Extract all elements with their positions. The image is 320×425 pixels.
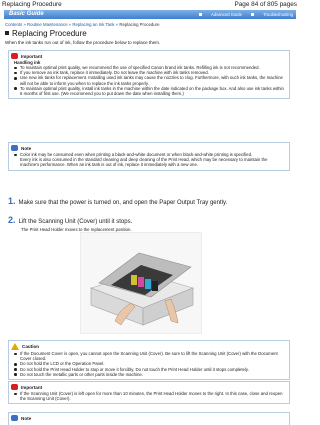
- intro-text: When the ink tanks run out of ink, follow the procedure below to replace them.: [5, 40, 161, 45]
- page-topbar: [0, 0, 300, 9]
- note-label: Note: [9, 143, 289, 152]
- list-item: If you remove an ink tank, replace it immediately. Do not leave the machine with ink tanks removed.: [14, 70, 285, 75]
- important-label: Important: [9, 51, 289, 60]
- caution-box: [8, 340, 290, 380]
- printer-illustration: [80, 232, 202, 334]
- breadcrumb-routine-maintenance[interactable]: Routine Maintenance: [26, 22, 68, 27]
- troubleshooting-link[interactable]: Troubleshooting: [251, 12, 293, 17]
- breadcrumb: Contents » Routine Maintenance » Replacing an Ink Tank » Replacing Procedure: [5, 22, 160, 27]
- handling-ink-heading: Handling ink: [14, 60, 41, 65]
- page-counter: Page 84 of 805 pages: [234, 1, 297, 8]
- note-icon: [11, 145, 18, 151]
- step-1: 1. Make sure that the power is turned on, and open the Paper Output Tray gently.: [8, 196, 228, 206]
- breadcrumb-contents[interactable]: Contents: [5, 22, 23, 27]
- important-box-2: [8, 381, 290, 404]
- note-box: [8, 142, 290, 171]
- important-list: [9, 391, 289, 403]
- important-icon: [11, 384, 18, 390]
- note-continuation: Every ink is also consumed in the standard cleaning and deep cleaning of the Print Head, which may be necessary to maintain the machine's performance. When an ink tank is out of ink, replace it immediately with a new one.: [20, 157, 268, 168]
- square-icon: [199, 13, 202, 16]
- note-icon: [11, 415, 18, 421]
- guide-header: [4, 10, 296, 19]
- list-item: Use new ink tanks for replacement. Installing used ink tanks may cause the nozzles to clog. Furthermore, with such ink tanks, the machine will not be able to inform you when to replace the ink tanks properly.: [14, 75, 285, 85]
- list-item: To maintain optimal print quality, we recommend the use of specified Canon brand ink tanks. Refilling ink is not recommended.: [14, 65, 285, 70]
- list-item: If the Document Cover is open, you cannot open the Scanning Unit (Cover). Be sure to lift the Scanning Unit (Cover) with the Document Cover closed.: [14, 351, 285, 361]
- important-list: [9, 65, 289, 98]
- list-item: Do not hold the Print Head Holder to stop or move it forcibly. Do not touch the Print Head Holder until it stops completely.: [14, 367, 285, 372]
- list-item: If the Scanning Unit (Cover) is left open for more than 10 minutes, the Print Head Holder moves to the right. In this case, close and reopen the Scanning Unit (Cover).: [14, 391, 285, 401]
- important-label: Important: [9, 382, 289, 391]
- breadcrumb-current: Replacing Procedure: [119, 22, 160, 27]
- header-links: [191, 11, 293, 18]
- note-label: Note: [9, 413, 289, 422]
- printer-illustration-svg: [81, 233, 201, 333]
- list-item: Color ink may be consumed even when printing a black-and-white document or when black-and-white printing is specified.: [14, 152, 285, 157]
- note-list: [9, 152, 289, 157]
- square-bullet-icon: [5, 31, 9, 35]
- important-icon: [11, 53, 18, 59]
- list-item: To maintain optimal print quality, install ink tanks in the machine within the date indicated on the package box. And also use ink tanks within 6 months of first use. (We recommend you to put down the date when installing them.): [14, 86, 285, 96]
- square-icon: [251, 13, 254, 16]
- step-2: 2. Lift the Scanning Unit (Cover) until it stops.: [8, 215, 133, 225]
- caution-label: Caution: [9, 341, 289, 351]
- caution-icon: [11, 343, 19, 350]
- page-title: Replacing Procedure: [5, 29, 87, 38]
- advanced-guide-link[interactable]: Advanced Guide: [199, 12, 242, 17]
- list-item: Do not touch the metallic parts or other parts inside the machine.: [14, 372, 285, 377]
- step-2-subtext: The Print Head Holder moves to the replacement position.: [21, 227, 132, 232]
- note-box-2: [8, 412, 290, 425]
- important-box: [8, 50, 290, 99]
- list-item: Do not hold the LCD or the Operation Panel.: [14, 361, 285, 366]
- basic-guide-tab[interactable]: Basic Guide: [9, 11, 44, 17]
- breadcrumb-replacing-ink-tank[interactable]: Replacing an Ink Tank: [72, 22, 115, 27]
- caution-list: [9, 351, 289, 379]
- topbar-title: Replacing Procedure: [2, 1, 62, 8]
